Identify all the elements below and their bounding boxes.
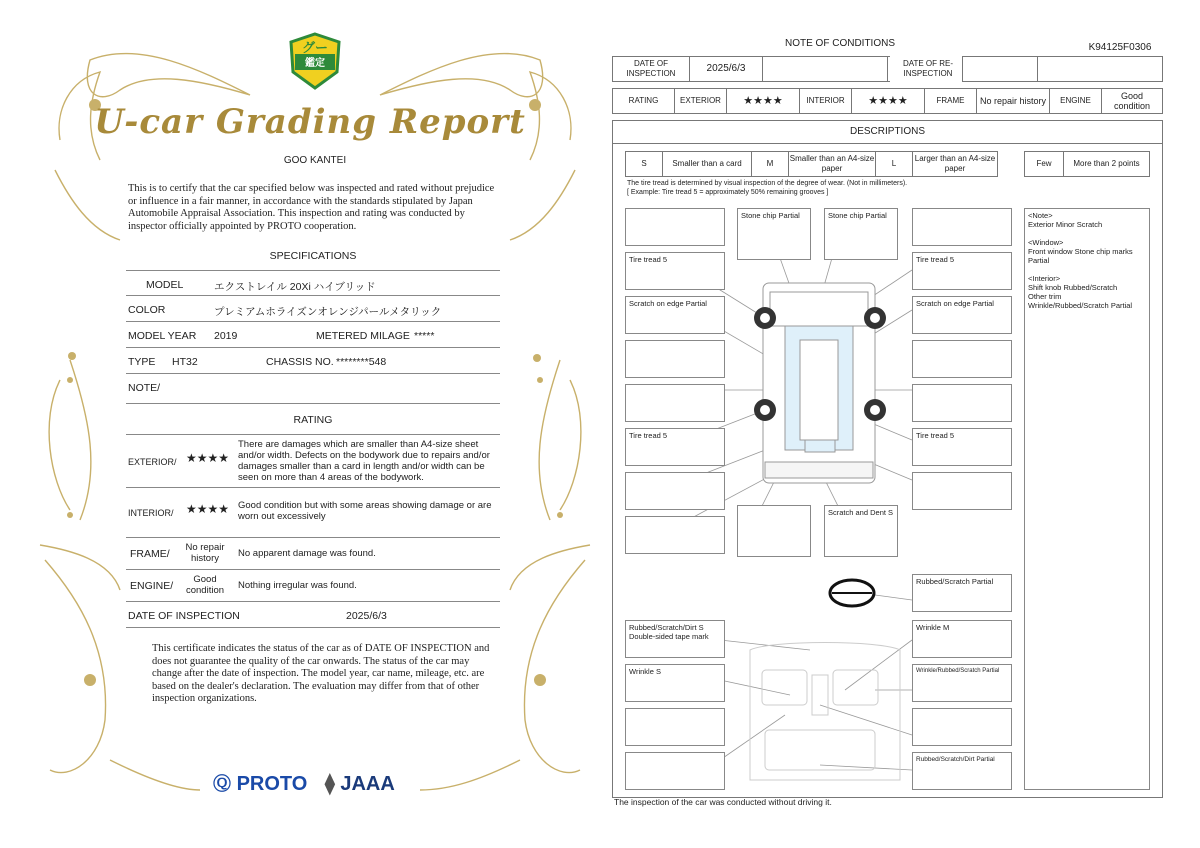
note-line: <Interior> bbox=[1028, 274, 1061, 283]
note-line: Wrinkle/Rubbed/Scratch Partial bbox=[1028, 301, 1133, 310]
proto-logo: PROTO bbox=[236, 773, 308, 795]
legend-l: L bbox=[875, 151, 913, 177]
reference-number: K94125F0306 bbox=[1088, 42, 1152, 53]
box-rubbed-dirt: Rubbed/Scratch/Dirt Partial bbox=[912, 752, 1012, 790]
noc-title: NOTE OF CONDITIONS bbox=[785, 38, 895, 49]
type-row bbox=[126, 348, 500, 374]
steering-wheel-icon bbox=[830, 580, 874, 606]
note-line bbox=[1028, 265, 1146, 274]
note-line: <Window> bbox=[1028, 238, 1064, 247]
notes-list bbox=[1028, 211, 1146, 310]
engine-label-r: ENGINE bbox=[1049, 88, 1102, 114]
rating-label: RATING bbox=[612, 88, 675, 114]
jaaa-emblem-icon: ⧫ bbox=[324, 773, 335, 795]
type-value: HT32 bbox=[172, 356, 198, 368]
engine-value: Good condition bbox=[185, 574, 225, 596]
box-tire-rl: Tire tread 5 bbox=[625, 428, 725, 466]
note-line: Other trim bbox=[1028, 292, 1062, 301]
jaaa-logo: JAAA bbox=[340, 773, 395, 795]
legend-m: M bbox=[751, 151, 789, 177]
milage-value: ***** bbox=[414, 330, 435, 342]
box-dash-line-2: Double-sided tape mark bbox=[629, 632, 709, 641]
box-int-left-5 bbox=[625, 752, 725, 790]
notes-panel bbox=[1024, 208, 1150, 790]
engine-row bbox=[126, 570, 500, 602]
box-tire-rr: Tire tread 5 bbox=[912, 428, 1012, 466]
box-right-4 bbox=[912, 340, 1012, 378]
doi-label: DATE OF INSPECTION bbox=[612, 56, 690, 82]
note-line: Front window Stone chip marks Partial bbox=[1028, 247, 1133, 265]
box-wrinkle-s: Wrinkle S bbox=[625, 664, 725, 702]
box-stone-chip-1: Stone chip Partial bbox=[737, 208, 811, 260]
legend-m-desc: Smaller than an A4-size paper bbox=[788, 151, 876, 177]
frame-description: No apparent damage was found. bbox=[238, 548, 376, 559]
box-front-left bbox=[625, 208, 725, 246]
engine-value-r: Good condition bbox=[1101, 88, 1163, 114]
doi-value: 2025/6/3 bbox=[689, 56, 763, 82]
car-interior-view bbox=[750, 643, 900, 781]
legend-s: S bbox=[625, 151, 663, 177]
frame-value-r: No repair history bbox=[976, 88, 1050, 114]
date-label: DATE OF INSPECTION bbox=[128, 610, 240, 622]
frame-label-r: FRAME bbox=[924, 88, 977, 114]
engine-label: ENGINE/ bbox=[130, 580, 174, 592]
legend-l-desc: Larger than an A4-size paper bbox=[912, 151, 998, 177]
note-line: Exterior Minor Scratch bbox=[1028, 220, 1103, 229]
exterior-description: There are damages which are smaller than A4-size sheet and/or width. Defects on the bodywork due to repairs and/or damages smaller than a card in length and/or width can be seen on more than 4 areas of the bodywork. bbox=[238, 439, 490, 483]
box-wrinkle-rubbed: Wrinkle/Rubbed/Scratch Partial bbox=[912, 664, 1012, 702]
legend-s-desc: Smaller than a card bbox=[662, 151, 752, 177]
proto-q-icon: Ⓠ bbox=[213, 774, 231, 794]
note-line: Shift knob Rubbed/Scratch bbox=[1028, 283, 1118, 292]
note-line: <Note> bbox=[1028, 211, 1053, 220]
box-stone-chip-2: Stone chip Partial bbox=[824, 208, 898, 260]
frame-label: FRAME/ bbox=[130, 548, 170, 560]
exterior-stars: ★★★★ bbox=[186, 451, 230, 465]
ext-stars: ★★★★ bbox=[726, 88, 800, 114]
model-value: エクストレイル 20Xi ハイブリッド bbox=[214, 281, 376, 293]
color-row bbox=[126, 296, 500, 322]
legend-few: Few bbox=[1024, 151, 1064, 177]
box-left-4 bbox=[625, 340, 725, 378]
interior-label: INTERIOR/ bbox=[128, 508, 174, 518]
chassis-value: ********548 bbox=[336, 356, 387, 368]
box-tire-fr: Tire tread 5 bbox=[912, 252, 1012, 290]
box-dash-line-1: Rubbed/Scratch/Dirt S bbox=[629, 623, 704, 632]
int-label: INTERIOR bbox=[799, 88, 852, 114]
dor-label: DATE OF RE-INSPECTION bbox=[890, 56, 966, 82]
date-value: 2025/6/3 bbox=[346, 610, 387, 622]
frame-value: No repair history bbox=[185, 542, 225, 564]
tread-note-1: The tire tread is determined by visual inspection of the degree of wear. (Not in millimeters). bbox=[627, 180, 908, 187]
box-left-8 bbox=[625, 516, 725, 554]
logos bbox=[213, 770, 395, 796]
bottom-note: The inspection of the car was conducted without driving it. bbox=[614, 797, 832, 807]
box-left-7 bbox=[625, 472, 725, 510]
exterior-rating-row bbox=[126, 434, 500, 488]
box-scratch-right: Scratch on edge Partial bbox=[912, 296, 1012, 334]
box-steering: Rubbed/Scratch Partial bbox=[912, 574, 1012, 612]
interior-stars: ★★★★ bbox=[186, 502, 230, 516]
legend-few-desc: More than 2 points bbox=[1063, 151, 1150, 177]
milage-label: METERED MILAGE bbox=[316, 330, 410, 342]
box-dash bbox=[625, 620, 725, 658]
model-year-label: MODEL YEAR bbox=[128, 330, 197, 342]
color-value: プレミアムホライズンオレンジパールメタリック bbox=[214, 306, 442, 318]
org-name: GOO KANTEI bbox=[283, 155, 347, 166]
date-row bbox=[126, 602, 500, 628]
box-scratch-dent: Scratch and Dent S bbox=[824, 505, 898, 557]
ext-label: EXTERIOR bbox=[674, 88, 727, 114]
box-right-5 bbox=[912, 384, 1012, 422]
note-of-conditions-page bbox=[600, 0, 1200, 848]
note-label: NOTE/ bbox=[128, 382, 161, 394]
interior-rating-row bbox=[126, 488, 500, 538]
interior-description: Good condition but with some areas showing damage or are worn out excessively bbox=[238, 500, 492, 522]
specifications-heading: SPECIFICATIONS bbox=[269, 250, 357, 262]
year-row bbox=[126, 322, 500, 348]
box-scratch-left: Scratch on edge Partial bbox=[625, 296, 725, 334]
type-label: TYPE bbox=[128, 356, 156, 368]
report-title: U-car Grading Report bbox=[94, 102, 526, 142]
svg-text:鑑定: 鑑定 bbox=[305, 58, 325, 69]
tread-note-2: [ Example: Tire tread 5 = approximately 50% remaining grooves ] bbox=[627, 189, 829, 196]
model-label: MODEL bbox=[146, 279, 184, 291]
box-int-left-4 bbox=[625, 708, 725, 746]
box-int-right-4 bbox=[912, 708, 1012, 746]
car-top-view bbox=[763, 283, 875, 483]
color-label: COLOR bbox=[128, 304, 166, 316]
frame-row bbox=[126, 538, 500, 570]
box-rear-left bbox=[737, 505, 811, 557]
box-wrinkle-m: Wrinkle M bbox=[912, 620, 1012, 658]
exterior-label: EXTERIOR/ bbox=[128, 457, 177, 467]
certification-text: This is to certify that the car specified below was inspected and rated without prejudice or influence in a fair manner, in accordance with the standards stipulated by Japan Automobile Appraisal Association. This inspection and rating was conducted by inspector officially appointed by PROTO cooperation. bbox=[128, 183, 495, 232]
model-row bbox=[126, 270, 500, 296]
note-line bbox=[1028, 229, 1146, 238]
model-year-value: 2019 bbox=[214, 330, 238, 342]
box-right-7 bbox=[912, 472, 1012, 510]
descriptions-heading: DESCRIPTIONS bbox=[612, 120, 1163, 144]
box-left-5 bbox=[625, 384, 725, 422]
goo-kantei-badge-logo bbox=[287, 32, 343, 90]
engine-description: Nothing irregular was found. bbox=[238, 580, 357, 591]
svg-text:グー: グー bbox=[301, 41, 329, 56]
note-row bbox=[126, 374, 500, 404]
box-tire-fl: Tire tread 5 bbox=[625, 252, 725, 290]
footer-disclaimer: This certificate indicates the status of the car as of DATE OF INSPECTION and does not guarantee the quality of the car onwards. The status of the car may change after the date of inspection. The model year, car name, mileage, etc. are based on the dealer's declaration. The evaluation may differ from that of other inspection organizations. bbox=[152, 643, 490, 704]
box-front-right bbox=[912, 208, 1012, 246]
int-stars: ★★★★ bbox=[851, 88, 925, 114]
rating-heading: RATING bbox=[293, 414, 333, 426]
chassis-label: CHASSIS NO. bbox=[266, 356, 334, 368]
